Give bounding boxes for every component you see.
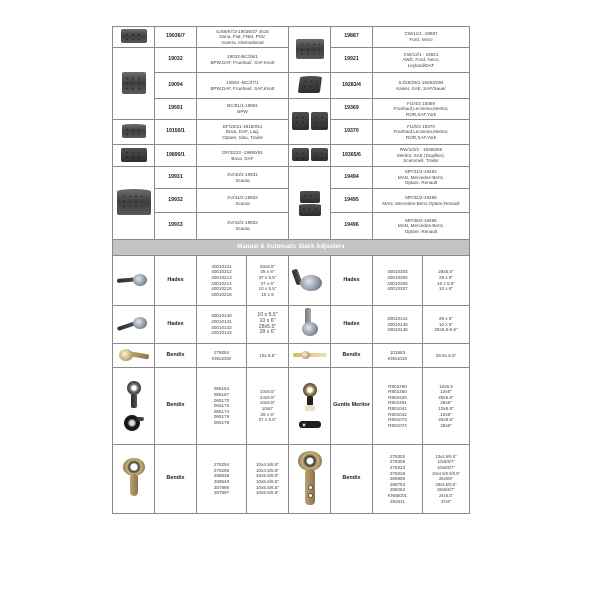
part-code: 19890/1 bbox=[155, 145, 197, 167]
part-description: DF/20/21-19150/51 Bova, DAF, Lag, Optare, Sisu, Trailor bbox=[197, 120, 289, 145]
part-description: CW/11/1 -19887 Ford, Iveco bbox=[373, 27, 470, 48]
part-code: 19370 bbox=[331, 120, 373, 145]
slack-adjuster-image bbox=[289, 368, 331, 445]
sizes: 28.5x 6.5" bbox=[423, 344, 470, 368]
part-description: RW/1/2/3 - 19365/66 Meritor, SAE (Dupillier), Scammell, Trailor bbox=[373, 145, 470, 167]
brand-name: Hadex bbox=[155, 256, 197, 306]
table-row bbox=[113, 344, 470, 368]
slack-adjuster-image bbox=[113, 368, 155, 445]
part-description: DF/32/33 -19890/91 Bova, DAF bbox=[197, 145, 289, 167]
brand-name: Bendix bbox=[331, 344, 373, 368]
part-code: 19150/1 bbox=[155, 120, 197, 145]
section-title: Manual & Automatic Slack Adjusters bbox=[113, 240, 470, 256]
part-numbers: 278294 278295 288539 288540 287896 287897 bbox=[197, 445, 247, 514]
table-row bbox=[113, 27, 470, 48]
table-row bbox=[113, 256, 470, 306]
sizes: 10x 6.5" bbox=[247, 344, 289, 368]
part-code: 19921 bbox=[331, 48, 373, 73]
part-description: SV/42/2-19932 Scania bbox=[197, 213, 289, 240]
slack-adjuster-image bbox=[289, 344, 331, 368]
slack-adjuster-image bbox=[289, 256, 331, 306]
part-code: 19496 bbox=[331, 213, 373, 240]
part-description: BC/81/1-19591 BPW bbox=[197, 99, 289, 120]
part-description: SV/41/2-19932 Scania bbox=[197, 189, 289, 213]
sizes: 28x5.5" 28 x 6" 10 x 5.5" 10 x 6" bbox=[423, 256, 470, 306]
part-description: MP/32/2-19495 MAN, Mercedes-Benz,Optare,Renault bbox=[373, 189, 470, 213]
part-description: IL/66/67/3-19036/37 4515 Dana, Fiat, FNM, FNV, Guerra, International bbox=[197, 27, 289, 48]
section-header-row bbox=[113, 240, 470, 256]
part-description: MP/31/2-19494 MAN, Mercedes-Benz, Optare, Renault bbox=[373, 167, 470, 189]
part-description: FU/4/3 19369 Fruehauf,Lecinena,Meritor, ROR,SAF,York bbox=[373, 99, 470, 120]
part-numbers: 065164 065167 065170 065172 065174 065176 065178 bbox=[197, 368, 247, 445]
part-description: 19094 -BC/37/1 BPW,DAF, Fruehauf, SAF,Knott bbox=[197, 73, 289, 99]
sizes: 10x5.5" 24x5.5" 10x5.5" 10x6" 28 x 6" 37 x 5.5" bbox=[247, 368, 289, 445]
part-code: 19094 bbox=[155, 73, 197, 99]
sizes: 10x5.5 10x6" 28x5.5" 28x6" 10x5.5" 10x6" 28x5.5" 28x6" bbox=[423, 368, 470, 445]
part-numbers: 278084 KN51000 bbox=[197, 344, 247, 368]
slack-adjuster-image bbox=[289, 306, 331, 344]
part-code: 19036/7 bbox=[155, 27, 197, 48]
slack-adjuster-image bbox=[289, 445, 331, 514]
table-row bbox=[113, 306, 470, 344]
part-code: 19283/4 bbox=[331, 73, 373, 99]
table-row bbox=[113, 99, 470, 120]
part-code: 19494 bbox=[331, 167, 373, 189]
table-row bbox=[113, 167, 470, 189]
brand-name: Bendix bbox=[155, 344, 197, 368]
part-numbers: 278302 278305 278323 278326 286965 288753 288262 KN55001 283411 bbox=[373, 445, 423, 514]
brand-name: Bendix bbox=[331, 445, 373, 514]
part-numbers: 40010144 40010145 40010146 bbox=[373, 306, 423, 344]
brake-lining-image bbox=[289, 27, 331, 73]
brake-lining-image bbox=[113, 27, 155, 48]
slack-adjuster-image bbox=[113, 256, 155, 306]
part-code: 19591 bbox=[155, 99, 197, 120]
sizes: 10x4.5/5.5" 10x5/6/7" 10x5/6/7" 10x4.5/5.5/6.5" 28x5/6" 28x5.5/6.5" 28x5/6/7" 24x5.5" 37x6" bbox=[423, 445, 470, 514]
part-code: 19933 bbox=[155, 213, 197, 240]
slack-adjuster-image bbox=[113, 344, 155, 368]
sizes: 28 x 6" 10 x 6" 28x5.5-6.5" bbox=[423, 306, 470, 344]
catalog-page bbox=[112, 26, 469, 514]
table-row bbox=[113, 368, 470, 445]
part-description: FU/5/3 19370 Fruehauf,Lecinena,Meritor, ROR,SAF,York bbox=[373, 120, 470, 145]
brake-lining-image bbox=[289, 145, 331, 167]
slack-adjuster-image bbox=[113, 445, 155, 514]
table-row bbox=[113, 73, 470, 99]
brake-lining-image bbox=[113, 48, 155, 120]
slack-adjuster-image bbox=[113, 306, 155, 344]
table-row bbox=[113, 145, 470, 167]
part-numbers: 101883 KN51010 bbox=[373, 344, 423, 368]
part-description: CW/12/1 - 19921 AWD, Ford, Iveco, Leyland/DAF bbox=[373, 48, 470, 73]
brand-name: Hadex bbox=[331, 306, 373, 344]
part-code: 19495 bbox=[331, 189, 373, 213]
part-code: 19032 bbox=[155, 48, 197, 73]
part-numbers: R802290 R802350 R802420 R802481 R801041 R801042 R801073 R801074 bbox=[373, 368, 423, 445]
part-numbers: 40010304 40010305 40010306 40010307 bbox=[373, 256, 423, 306]
part-code: 19931 bbox=[155, 167, 197, 189]
part-description: SJ/28/29/1-19283/284 Kaiser, SAE, SAF/Sauer bbox=[373, 73, 470, 99]
part-code: 19932 bbox=[155, 189, 197, 213]
part-description: 19032-BC/36/1 BPW,DAF, Fruehauf, SAF,Knott bbox=[197, 48, 289, 73]
part-numbers: 40010140 40010141 40010142 40010143 bbox=[197, 306, 247, 344]
brake-lining-image bbox=[113, 167, 155, 240]
part-description: MP/36/2-19496 MAN, Mercedes-Benz, Optare, Renault bbox=[373, 213, 470, 240]
sizes: 28x5.5" 28 x 6" 37 x 5.5" 37 x 6" 10 x 5.5" 10 x 6 bbox=[247, 256, 289, 306]
part-description: SV/40/2-19931 Scania bbox=[197, 167, 289, 189]
brake-lining-image bbox=[113, 120, 155, 145]
part-numbers: 40010211 40010212 40010213 40010214 40010215 40010216 bbox=[197, 256, 247, 306]
brake-lining-image bbox=[289, 167, 331, 240]
brake-lining-table bbox=[112, 26, 470, 514]
brand-name: Bendix bbox=[155, 445, 197, 514]
brand-name: Hadex bbox=[155, 306, 197, 344]
part-code: 19369 bbox=[331, 99, 373, 120]
part-code: 19365/6 bbox=[331, 145, 373, 167]
part-code: 19887 bbox=[331, 27, 373, 48]
sizes: 10 x 5.5" 10 x 6" 28x5.5" 28 x 6" bbox=[247, 306, 289, 344]
table-row bbox=[113, 445, 470, 514]
brand-name: Bendix bbox=[155, 368, 197, 445]
brake-lining-image bbox=[289, 73, 331, 99]
brake-lining-image bbox=[113, 145, 155, 167]
sizes: 10x4.5/5.5" 10x4.5/5.5" 10x5.5/6.5" 10x5.5/6.5" 10x5.5/6.5" 10x5.5/6.5" bbox=[247, 445, 289, 514]
brand-name: Gunite Meritor bbox=[331, 368, 373, 445]
brand-name: Hadex bbox=[331, 256, 373, 306]
brake-lining-image bbox=[289, 99, 331, 145]
